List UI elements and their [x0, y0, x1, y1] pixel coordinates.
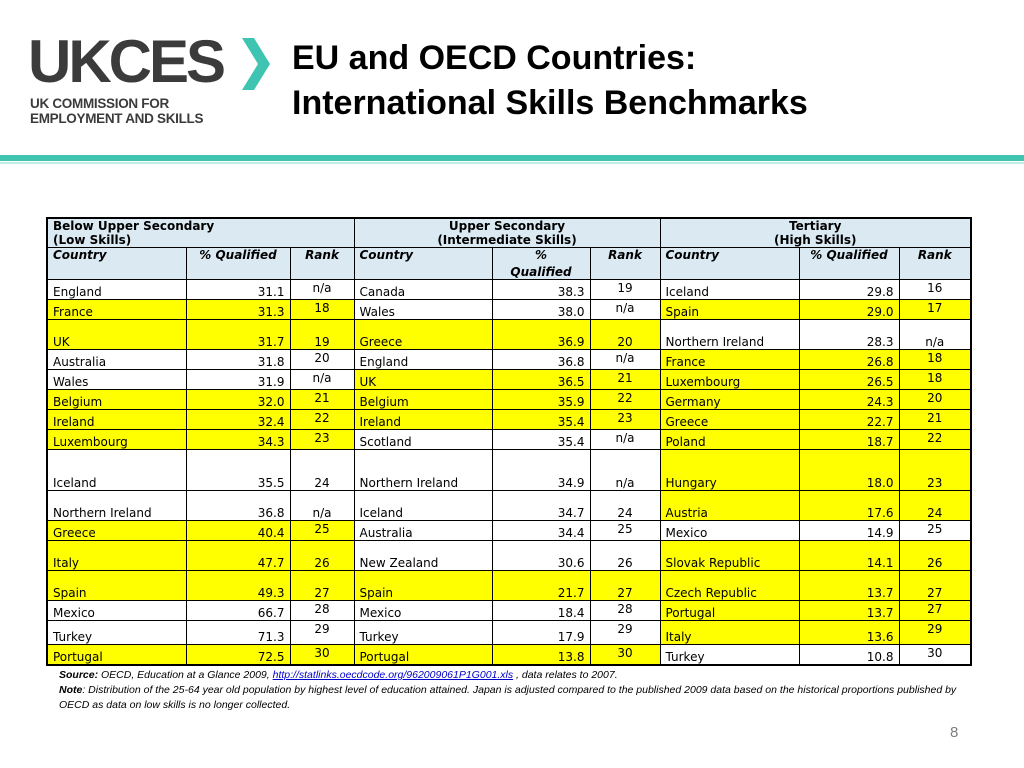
low-country-cell: Luxembourg — [47, 430, 186, 450]
table-row — [47, 300, 971, 320]
col-high-country: Country — [660, 248, 799, 280]
low-country-cell: Greece — [47, 521, 186, 541]
mid-rank-cell: n/a — [590, 300, 660, 320]
col-mid-pct-line1: % — [534, 248, 548, 262]
table-row — [47, 571, 971, 601]
mid-pct-cell: 36.9 — [492, 320, 590, 350]
col-mid-pct-line2: Qualified — [510, 265, 572, 279]
mid-rank-cell: 21 — [590, 370, 660, 390]
mid-country-cell: Belgium — [354, 390, 492, 410]
mid-rank-cell: n/a — [590, 450, 660, 491]
source-label: Source: — [59, 669, 99, 681]
mid-pct-cell: 34.4 — [492, 521, 590, 541]
low-rank-cell: 19 — [290, 320, 354, 350]
table-row — [47, 601, 971, 621]
slide-title-line1: EU and OECD Countries: — [292, 39, 697, 77]
low-pct-cell: 47.7 — [186, 541, 290, 571]
header-rule-shadow — [0, 162, 1024, 164]
mid-rank-cell: 20 — [590, 320, 660, 350]
mid-pct-cell: 36.5 — [492, 370, 590, 390]
high-rank-cell: 27 — [899, 571, 971, 601]
low-country-cell: Mexico — [47, 601, 186, 621]
table-row — [47, 450, 971, 491]
high-country-cell: Mexico — [660, 521, 799, 541]
col-mid-rank: Rank — [590, 248, 660, 280]
table-row — [47, 370, 971, 390]
mid-rank-cell: 25 — [590, 521, 660, 541]
mid-rank-cell: n/a — [590, 430, 660, 450]
low-rank-cell: 26 — [290, 541, 354, 571]
high-rank-cell: 18 — [899, 350, 971, 370]
low-pct-cell: 49.3 — [186, 571, 290, 601]
source-link[interactable]: http://statlinks.oecdcode.org/962009061P1G001.xls — [272, 669, 514, 681]
high-country-cell: Austria — [660, 491, 799, 521]
mid-rank-cell: 26 — [590, 541, 660, 571]
mid-country-cell: Iceland — [354, 491, 492, 521]
col-low-country: Country — [47, 248, 186, 280]
high-country-cell: Portugal — [660, 601, 799, 621]
group-intermediate-skills — [354, 218, 660, 248]
group-low-title: Below Upper Secondary — [53, 219, 215, 233]
low-pct-cell: 32.0 — [186, 390, 290, 410]
low-country-cell: France — [47, 300, 186, 320]
benchmark-table — [46, 217, 972, 666]
source-line — [59, 668, 959, 683]
low-pct-cell: 32.4 — [186, 410, 290, 430]
low-pct-cell: 31.9 — [186, 370, 290, 390]
table-row — [47, 645, 971, 665]
mid-pct-cell: 38.0 — [492, 300, 590, 320]
high-pct-cell: 28.3 — [799, 320, 899, 350]
high-country-cell: Germany — [660, 390, 799, 410]
group-high-subtitle: (High Skills) — [773, 233, 857, 247]
logo-subtitle-line1: UK COMMISSION FOR — [30, 96, 169, 111]
high-country-cell: Turkey — [660, 645, 799, 665]
mid-country-cell: New Zealand — [354, 541, 492, 571]
low-pct-cell: 31.3 — [186, 300, 290, 320]
mid-pct-cell: 17.9 — [492, 621, 590, 645]
column-header-row — [47, 248, 971, 280]
slide-title — [292, 36, 808, 126]
ukces-logo — [28, 28, 258, 134]
high-pct-cell: 13.6 — [799, 621, 899, 645]
high-pct-cell: 13.7 — [799, 571, 899, 601]
mid-rank-cell: 27 — [590, 571, 660, 601]
source-text: OECD, Education at a Glance 2009, — [98, 669, 273, 681]
high-pct-cell: 26.8 — [799, 350, 899, 370]
note-label: Note — [59, 684, 83, 696]
low-country-cell: UK — [47, 320, 186, 350]
group-mid-title: Upper Secondary — [448, 219, 566, 233]
high-country-cell: Spain — [660, 300, 799, 320]
high-country-cell: Northern Ireland — [660, 320, 799, 350]
table-row — [47, 280, 971, 300]
col-high-pct: % Qualified — [799, 248, 899, 280]
low-rank-cell: 22 — [290, 410, 354, 430]
mid-rank-cell: 24 — [590, 491, 660, 521]
note-line — [59, 683, 959, 713]
col-high-rank: Rank — [899, 248, 971, 280]
group-low-skills — [47, 218, 354, 248]
benchmark-table-body — [47, 218, 971, 665]
high-rank-cell: n/a — [899, 320, 971, 350]
mid-country-cell: England — [354, 350, 492, 370]
low-country-cell: Iceland — [47, 450, 186, 491]
mid-pct-cell: 34.7 — [492, 491, 590, 521]
low-pct-cell: 35.5 — [186, 450, 290, 491]
mid-rank-cell: 29 — [590, 621, 660, 645]
low-rank-cell: 27 — [290, 571, 354, 601]
low-rank-cell: 25 — [290, 521, 354, 541]
high-pct-cell: 17.6 — [799, 491, 899, 521]
source-text-2: , data relates to 2007. — [513, 669, 618, 681]
high-country-cell: Czech Republic — [660, 571, 799, 601]
mid-country-cell: Ireland — [354, 410, 492, 430]
source-note — [59, 668, 959, 713]
group-high-skills — [660, 218, 971, 248]
high-pct-cell: 24.3 — [799, 390, 899, 410]
logo-wordmark: UKCES — [28, 28, 224, 95]
low-rank-cell: n/a — [290, 491, 354, 521]
mid-rank-cell: 19 — [590, 280, 660, 300]
mid-country-cell: Wales — [354, 300, 492, 320]
mid-pct-cell: 21.7 — [492, 571, 590, 601]
low-pct-cell: 36.8 — [186, 491, 290, 521]
high-pct-cell: 13.7 — [799, 601, 899, 621]
high-rank-cell: 24 — [899, 491, 971, 521]
low-rank-cell: 28 — [290, 601, 354, 621]
slide-title-line2: International Skills Benchmarks — [292, 84, 808, 122]
high-country-cell: Greece — [660, 410, 799, 430]
logo-chevron-icon — [242, 38, 270, 90]
high-rank-cell: 16 — [899, 280, 971, 300]
high-rank-cell: 18 — [899, 370, 971, 390]
mid-pct-cell: 34.9 — [492, 450, 590, 491]
col-low-rank: Rank — [290, 248, 354, 280]
table-row — [47, 621, 971, 645]
mid-pct-cell: 18.4 — [492, 601, 590, 621]
table-row — [47, 491, 971, 521]
low-pct-cell: 40.4 — [186, 521, 290, 541]
table-row — [47, 320, 971, 350]
mid-pct-cell: 13.8 — [492, 645, 590, 665]
mid-rank-cell: 23 — [590, 410, 660, 430]
mid-country-cell: Canada — [354, 280, 492, 300]
col-low-pct: % Qualified — [186, 248, 290, 280]
low-rank-cell: 23 — [290, 430, 354, 450]
high-country-cell: Hungary — [660, 450, 799, 491]
low-country-cell: Wales — [47, 370, 186, 390]
logo-subtitle — [30, 96, 203, 126]
col-mid-pct — [492, 248, 590, 280]
table-row — [47, 430, 971, 450]
high-pct-cell: 14.9 — [799, 521, 899, 541]
low-country-cell: Italy — [47, 541, 186, 571]
mid-country-cell: Portugal — [354, 645, 492, 665]
mid-pct-cell: 38.3 — [492, 280, 590, 300]
mid-pct-cell: 35.4 — [492, 410, 590, 430]
high-pct-cell: 29.8 — [799, 280, 899, 300]
low-pct-cell: 66.7 — [186, 601, 290, 621]
low-country-cell: Ireland — [47, 410, 186, 430]
low-pct-cell: 34.3 — [186, 430, 290, 450]
low-country-cell: Belgium — [47, 390, 186, 410]
low-pct-cell: 72.5 — [186, 645, 290, 665]
high-country-cell: Poland — [660, 430, 799, 450]
high-rank-cell: 30 — [899, 645, 971, 665]
high-country-cell: Italy — [660, 621, 799, 645]
high-country-cell: Luxembourg — [660, 370, 799, 390]
low-rank-cell: 18 — [290, 300, 354, 320]
page-number: 8 — [950, 724, 959, 741]
mid-country-cell: Mexico — [354, 601, 492, 621]
mid-pct-cell: 35.4 — [492, 430, 590, 450]
mid-country-cell: Northern Ireland — [354, 450, 492, 491]
low-rank-cell: n/a — [290, 280, 354, 300]
note-text: : Distribution of the 25-64 year old population by highest level of education attained. Japan is adjusted compared to the published 2009 data based on the historical proportions published by OECD as data on low skills is no longer collected. — [59, 684, 957, 711]
table-row — [47, 410, 971, 430]
mid-country-cell: Spain — [354, 571, 492, 601]
table-row — [47, 521, 971, 541]
low-pct-cell: 31.1 — [186, 280, 290, 300]
high-rank-cell: 20 — [899, 390, 971, 410]
low-pct-cell: 71.3 — [186, 621, 290, 645]
high-pct-cell: 14.1 — [799, 541, 899, 571]
high-pct-cell: 29.0 — [799, 300, 899, 320]
high-country-cell: Iceland — [660, 280, 799, 300]
high-pct-cell: 18.7 — [799, 430, 899, 450]
low-pct-cell: 31.7 — [186, 320, 290, 350]
table-row — [47, 390, 971, 410]
group-mid-subtitle: (Intermediate Skills) — [437, 233, 577, 247]
mid-country-cell: Australia — [354, 521, 492, 541]
low-rank-cell: 29 — [290, 621, 354, 645]
table-row — [47, 541, 971, 571]
table-row — [47, 350, 971, 370]
high-country-cell: France — [660, 350, 799, 370]
low-country-cell: Spain — [47, 571, 186, 601]
high-rank-cell: 17 — [899, 300, 971, 320]
mid-pct-cell: 36.8 — [492, 350, 590, 370]
high-pct-cell: 26.5 — [799, 370, 899, 390]
mid-pct-cell: 30.6 — [492, 541, 590, 571]
low-country-cell: England — [47, 280, 186, 300]
high-rank-cell: 29 — [899, 621, 971, 645]
col-mid-country: Country — [354, 248, 492, 280]
mid-country-cell: Scotland — [354, 430, 492, 450]
logo-subtitle-line2: EMPLOYMENT AND SKILLS — [30, 111, 204, 126]
low-rank-cell: 20 — [290, 350, 354, 370]
high-rank-cell: 23 — [899, 450, 971, 491]
low-rank-cell: n/a — [290, 370, 354, 390]
mid-country-cell: Turkey — [354, 621, 492, 645]
low-country-cell: Portugal — [47, 645, 186, 665]
low-country-cell: Northern Ireland — [47, 491, 186, 521]
high-pct-cell: 18.0 — [799, 450, 899, 491]
low-rank-cell: 30 — [290, 645, 354, 665]
group-high-title: Tertiary — [789, 219, 842, 233]
mid-pct-cell: 35.9 — [492, 390, 590, 410]
group-low-subtitle: (Low Skills) — [53, 233, 132, 247]
high-rank-cell: 26 — [899, 541, 971, 571]
low-rank-cell: 21 — [290, 390, 354, 410]
header-rule — [0, 155, 1024, 161]
low-country-cell: Turkey — [47, 621, 186, 645]
mid-rank-cell: 30 — [590, 645, 660, 665]
high-rank-cell: 22 — [899, 430, 971, 450]
mid-rank-cell: 28 — [590, 601, 660, 621]
mid-rank-cell: n/a — [590, 350, 660, 370]
high-pct-cell: 10.8 — [799, 645, 899, 665]
high-rank-cell: 25 — [899, 521, 971, 541]
low-country-cell: Australia — [47, 350, 186, 370]
high-rank-cell: 27 — [899, 601, 971, 621]
low-rank-cell: 24 — [290, 450, 354, 491]
high-pct-cell: 22.7 — [799, 410, 899, 430]
group-header-row — [47, 218, 971, 248]
mid-rank-cell: 22 — [590, 390, 660, 410]
high-rank-cell: 21 — [899, 410, 971, 430]
mid-country-cell: UK — [354, 370, 492, 390]
high-country-cell: Slovak Republic — [660, 541, 799, 571]
low-pct-cell: 31.8 — [186, 350, 290, 370]
mid-country-cell: Greece — [354, 320, 492, 350]
